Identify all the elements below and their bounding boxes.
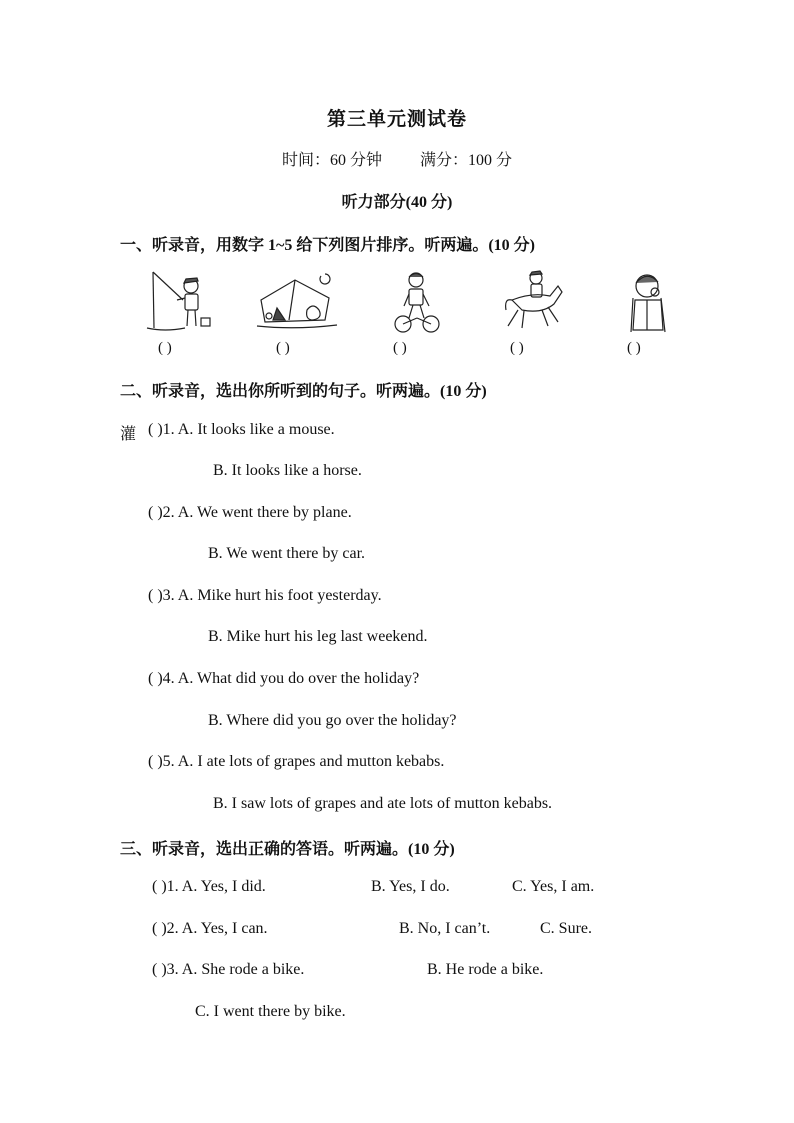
s2-question-1: ( )1. A. It looks like a mouse. [148,421,335,438]
s3-option-1b: B. Yes, I do. [371,878,450,895]
s2-option-4b: B. Where did you go over the holiday? [208,712,457,729]
s2-question-3: ( )3. A. Mike hurt his foot yesterday. [148,587,382,604]
s3-question-1: ( )1. A. Yes, I did. [152,878,266,895]
eating-boy-icon [627,270,671,334]
s2-option-2b: B. We went there by car. [208,545,366,562]
exam-meta [0,147,794,170]
picture-1-answer-blank[interactable]: ( ) [158,340,172,356]
picture-5-answer-blank[interactable]: ( ) [627,340,641,356]
s2-question-2: ( )2. A. We went there by plane. [148,504,352,521]
time-limit: 时间：60 分钟 [281,152,382,169]
s2-question-5: ( )5. A. I ate lots of grapes and mutton kebabs. [148,753,445,770]
s2-option-3b: B. Mike hurt his leg last weekend. [208,628,428,645]
s3-option-1c: C. Yes, I am. [512,878,595,895]
s3-option-3c: C. I went there by bike. [195,1003,346,1020]
picture-2-answer-blank[interactable]: ( ) [276,340,290,356]
s3-option-2b: B. No, I can’t. [399,920,491,937]
s2-option-5b: B. I saw lots of grapes and ate lots of mutton kebabs. [213,795,553,812]
s3-option-3b: B. He rode a bike. [427,961,544,978]
fishing-boy-icon [145,270,215,334]
picture-3-answer-blank[interactable]: ( ) [393,340,407,356]
s3-option-2c: C. Sure. [540,920,592,937]
picture-4-answer-blank[interactable]: ( ) [510,340,524,356]
s3-question-2: ( )2. A. Yes, I can. [152,920,268,937]
section-1-heading: 一、听录音，用数字 1~5 给下列图片排序。听两遍。(10 分) [120,237,535,254]
section-3-heading: 三、听录音，选出正确的答语。听两遍。(10 分) [120,841,455,858]
section-2-heading: 二、听录音，选出你所听到的句子。听两遍。(10 分) [120,383,487,400]
full-score: 满分：100 分 [420,152,513,169]
s3-question-3: ( )3. A. She rode a bike. [152,961,305,978]
bike-boy-icon [393,270,441,334]
page-title: 第三单元测试卷 [326,109,467,130]
s2-option-1b: B. It looks like a horse. [213,462,362,479]
stray-character: 灌 [120,424,137,443]
tent-camping-icon [255,270,340,330]
s2-question-4: ( )4. A. What did you do over the holiday? [148,670,420,687]
horse-riding-icon [502,270,564,334]
part-heading: 听力部分(40 分) [341,194,453,211]
